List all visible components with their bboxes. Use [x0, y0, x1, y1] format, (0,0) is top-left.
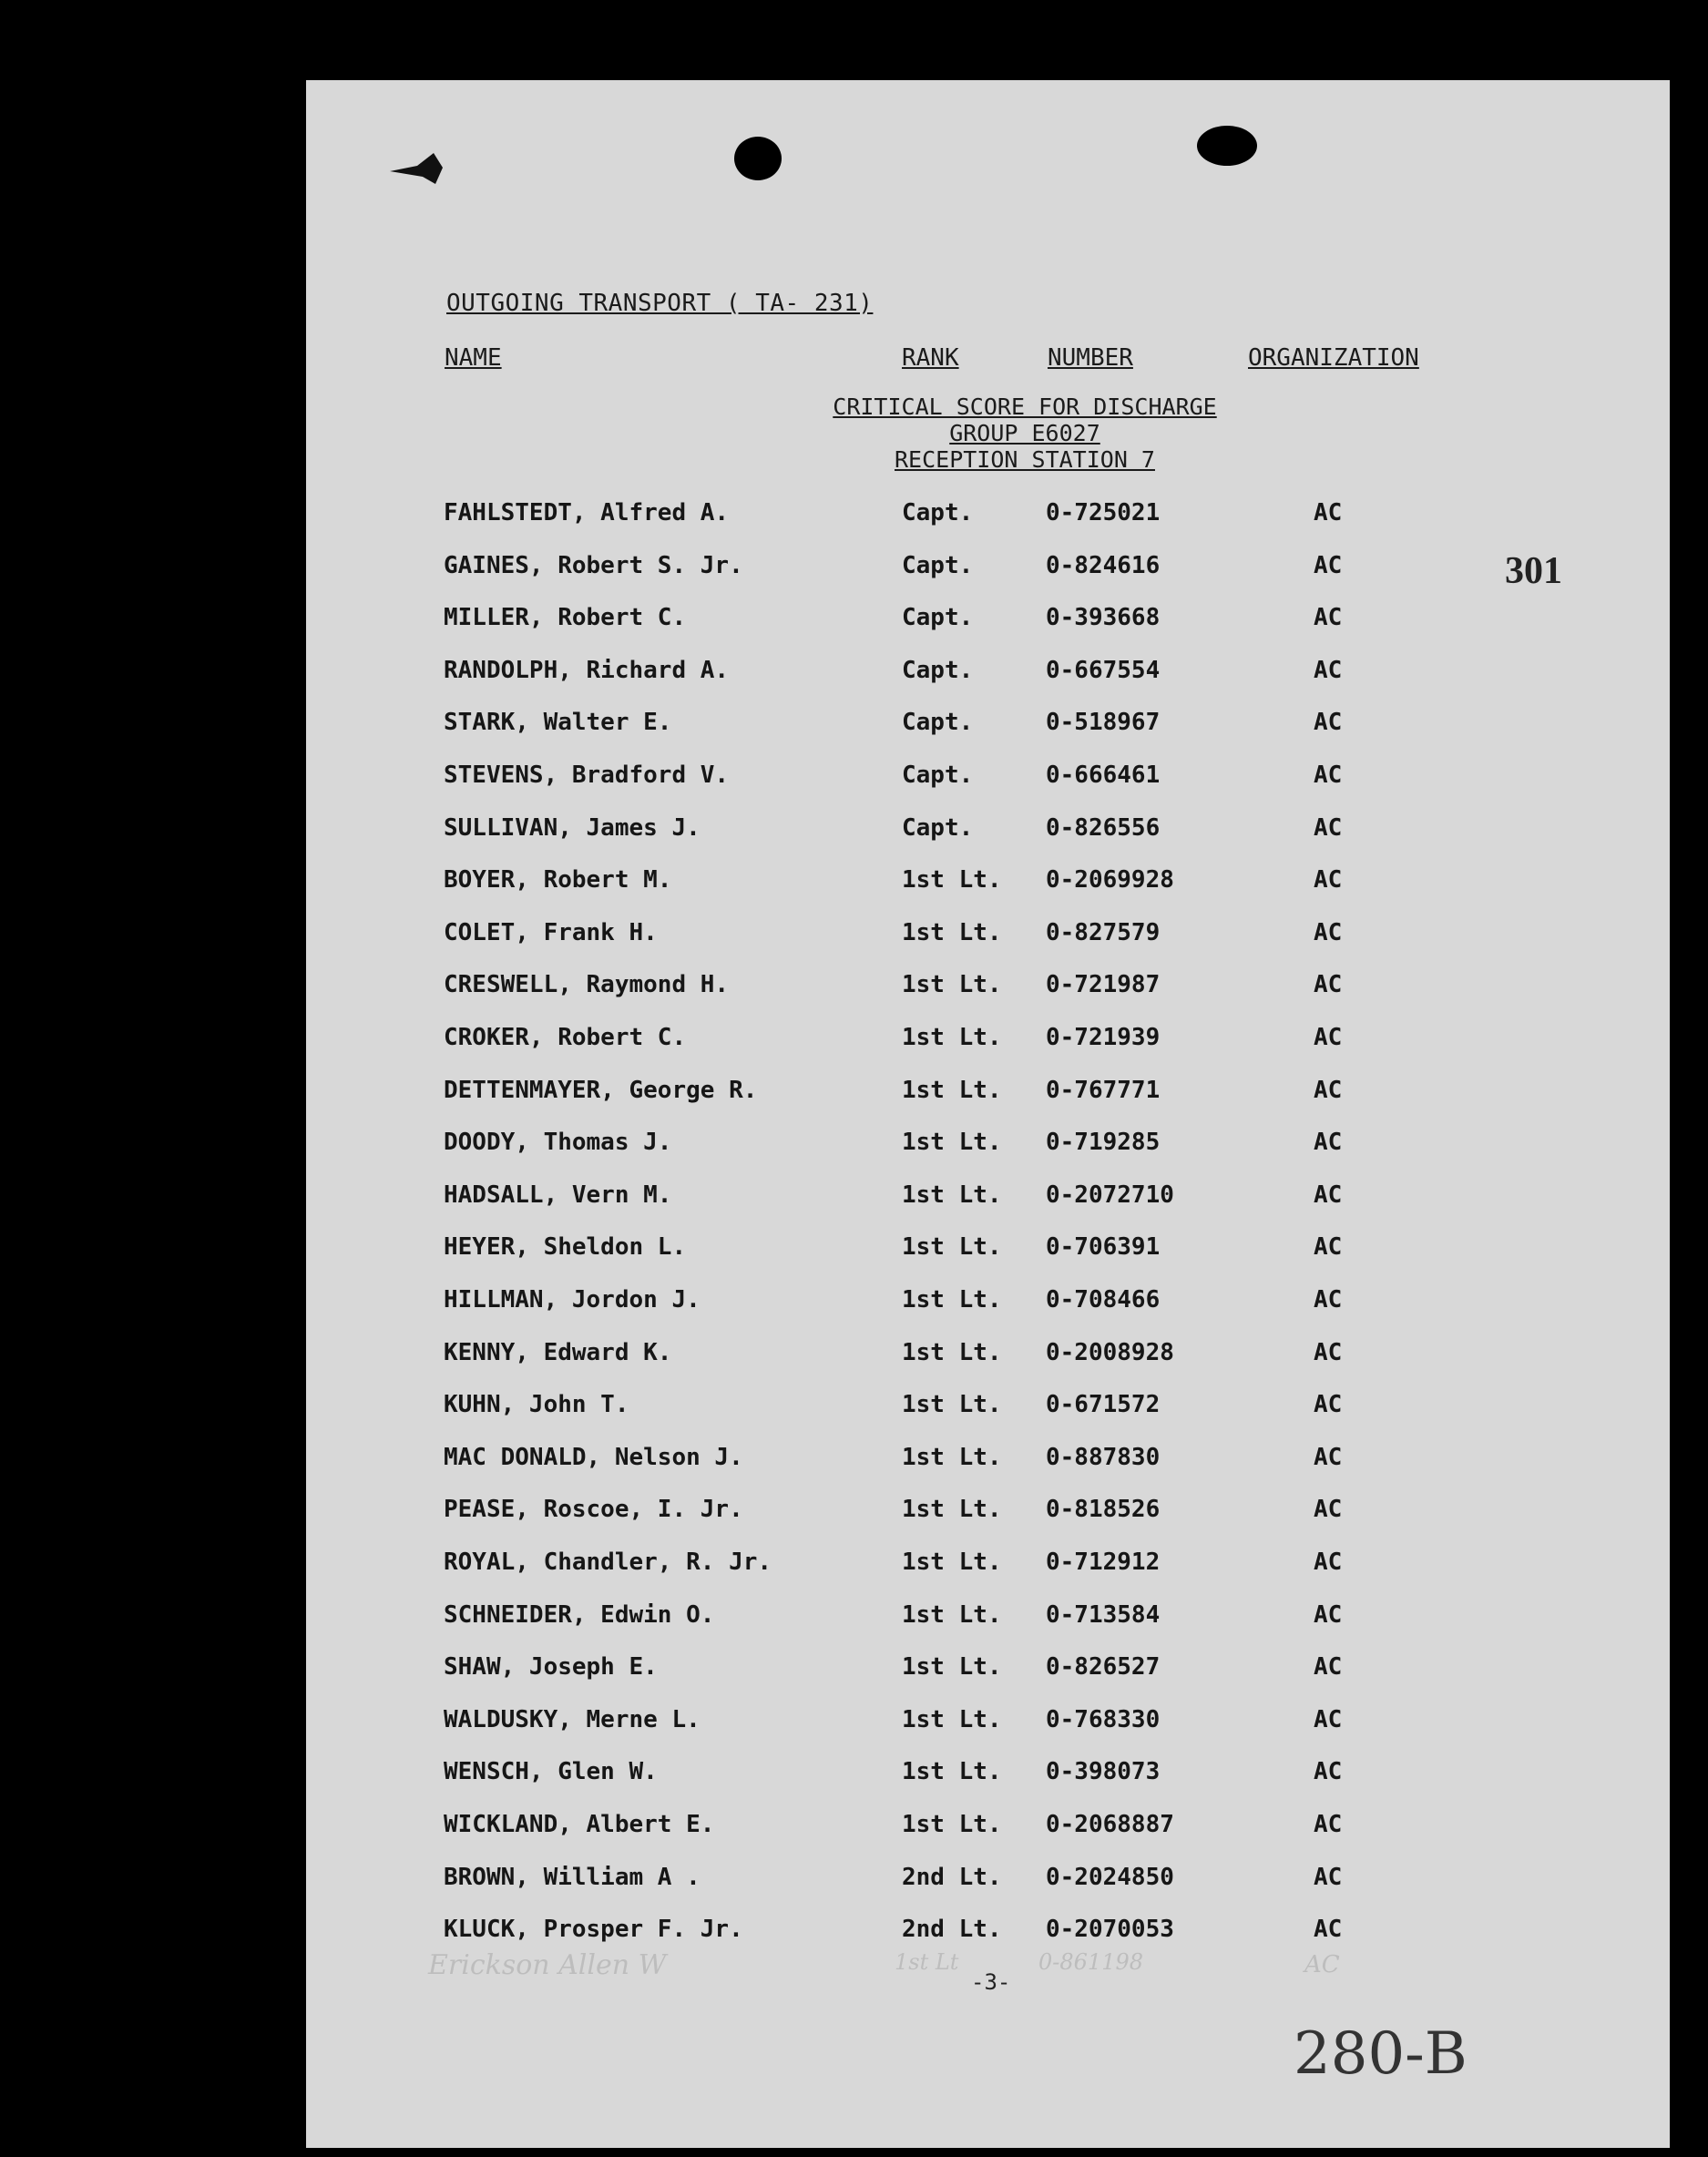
row-organization: AC — [1314, 1496, 1343, 1523]
row-rank: 1st Lt. — [902, 1024, 1002, 1051]
table-row — [0, 1653, 1708, 1690]
row-rank: Capt. — [902, 552, 974, 579]
row-organization: AC — [1314, 1286, 1343, 1314]
row-number: 0-721939 — [1046, 1024, 1161, 1051]
row-name: FAHLSTEDT, Alfred A. — [444, 499, 730, 526]
table-row — [0, 1233, 1708, 1270]
handwritten-name: Erickson Allen W — [428, 1949, 667, 1981]
table-row — [0, 1706, 1708, 1743]
row-rank: 1st Lt. — [902, 919, 1002, 946]
row-name: STARK, Walter E. — [444, 709, 672, 736]
row-number: 0-666461 — [1046, 762, 1161, 789]
row-number: 0-706391 — [1046, 1233, 1161, 1261]
row-name: SHAW, Joseph E. — [444, 1653, 658, 1681]
row-name: MILLER, Robert C. — [444, 604, 687, 631]
row-rank: 1st Lt. — [902, 1496, 1002, 1523]
row-rank: Capt. — [902, 709, 974, 736]
row-name: BOYER, Robert M. — [444, 866, 672, 894]
subheading-line-1: CRITICAL SCORE FOR DISCHARGE — [833, 394, 1217, 420]
row-rank: Capt. — [902, 604, 974, 631]
table-row — [0, 971, 1708, 1007]
table-row — [0, 709, 1708, 745]
row-organization: AC — [1314, 1758, 1343, 1785]
row-organization: AC — [1314, 1391, 1343, 1418]
row-organization: AC — [1314, 1024, 1343, 1051]
row-rank: Capt. — [902, 499, 974, 526]
table-row — [0, 499, 1708, 536]
row-organization: AC — [1314, 1653, 1343, 1681]
row-name: CRESWELL, Raymond H. — [444, 971, 730, 998]
header-rank: RANK — [902, 344, 959, 372]
row-organization: AC — [1314, 1601, 1343, 1629]
row-rank: Capt. — [902, 814, 974, 842]
row-number: 0-767771 — [1046, 1077, 1161, 1104]
ink-blot-icon — [390, 151, 455, 188]
stamp-number: 301 — [1505, 550, 1562, 592]
row-rank: 1st Lt. — [902, 1339, 1002, 1366]
row-name: SULLIVAN, James J. — [444, 814, 701, 842]
row-number: 0-518967 — [1046, 709, 1161, 736]
row-organization: AC — [1314, 1916, 1343, 1943]
row-number: 0-2070053 — [1046, 1916, 1174, 1943]
row-rank: 2nd Lt. — [902, 1916, 1002, 1943]
row-organization: AC — [1314, 971, 1343, 998]
row-organization: AC — [1314, 814, 1343, 842]
row-organization: AC — [1314, 1444, 1343, 1471]
table-row — [0, 1391, 1708, 1427]
row-name: WICKLAND, Albert E. — [444, 1811, 715, 1838]
row-organization: AC — [1314, 1077, 1343, 1104]
row-rank: 1st Lt. — [902, 1129, 1002, 1156]
subheading-line-3: RECEPTION STATION 7 — [895, 446, 1155, 473]
row-rank: 1st Lt. — [902, 1706, 1002, 1733]
row-number: 0-398073 — [1046, 1758, 1161, 1785]
page-number: -3- — [971, 1969, 1011, 1995]
table-row — [0, 1916, 1708, 1952]
row-number: 0-719285 — [1046, 1129, 1161, 1156]
row-name: BROWN, William A . — [444, 1864, 701, 1891]
table-row — [0, 866, 1708, 903]
row-number: 0-818526 — [1046, 1496, 1161, 1523]
row-rank: 1st Lt. — [902, 866, 1002, 894]
row-rank: 1st Lt. — [902, 1391, 1002, 1418]
row-rank: 1st Lt. — [902, 1549, 1002, 1576]
handwritten-number: 0-861198 — [1038, 1949, 1143, 1975]
table-row — [0, 1496, 1708, 1532]
table-row — [0, 762, 1708, 798]
table-row — [0, 1758, 1708, 1794]
row-rank: 1st Lt. — [902, 1181, 1002, 1209]
table-row — [0, 919, 1708, 956]
row-organization: AC — [1314, 1864, 1343, 1891]
row-organization: AC — [1314, 1811, 1343, 1838]
row-rank: Capt. — [902, 762, 974, 789]
row-name: HADSALL, Vern M. — [444, 1181, 672, 1209]
row-name: COLET, Frank H. — [444, 919, 658, 946]
row-number: 0-393668 — [1046, 604, 1161, 631]
row-organization: AC — [1314, 919, 1343, 946]
row-organization: AC — [1314, 604, 1343, 631]
row-number: 0-667554 — [1046, 657, 1161, 684]
row-rank: 1st Lt. — [902, 1444, 1002, 1471]
row-name: KUHN, John T. — [444, 1391, 629, 1418]
header-organization: ORGANIZATION — [1248, 344, 1419, 372]
table-row — [0, 1024, 1708, 1060]
row-number: 0-713584 — [1046, 1601, 1161, 1629]
row-rank: 1st Lt. — [902, 1653, 1002, 1681]
handwritten-org: AC — [1304, 1951, 1340, 1978]
handwritten-rank: 1st Lt — [895, 1949, 959, 1975]
row-rank: 2nd Lt. — [902, 1864, 1002, 1891]
row-number: 0-827579 — [1046, 919, 1161, 946]
subheading-line-2: GROUP E6027 — [949, 420, 1100, 446]
row-number: 0-2072710 — [1046, 1181, 1174, 1209]
table-row — [0, 814, 1708, 851]
row-name: HEYER, Sheldon L. — [444, 1233, 687, 1261]
table-row — [0, 552, 1708, 588]
row-organization: AC — [1314, 866, 1343, 894]
row-number: 0-768330 — [1046, 1706, 1161, 1733]
table-row — [0, 657, 1708, 693]
row-name: WALDUSKY, Merne L. — [444, 1706, 701, 1733]
row-rank: 1st Lt. — [902, 1233, 1002, 1261]
row-organization: AC — [1314, 709, 1343, 736]
row-name: GAINES, Robert S. Jr. — [444, 552, 743, 579]
row-organization: AC — [1314, 762, 1343, 789]
table-row — [0, 1864, 1708, 1900]
punch-hole-left — [734, 137, 782, 180]
row-rank: 1st Lt. — [902, 1758, 1002, 1785]
table-row — [0, 604, 1708, 640]
table-row — [0, 1339, 1708, 1375]
row-number: 0-712912 — [1046, 1549, 1161, 1576]
row-name: ROYAL, Chandler, R. Jr. — [444, 1549, 772, 1576]
row-number: 0-887830 — [1046, 1444, 1161, 1471]
header-name: NAME — [445, 344, 502, 372]
row-rank: 1st Lt. — [902, 1286, 1002, 1314]
row-rank: 1st Lt. — [902, 1601, 1002, 1629]
row-organization: AC — [1314, 1549, 1343, 1576]
subheading — [802, 394, 1248, 473]
row-organization: AC — [1314, 1129, 1343, 1156]
row-number: 0-2008928 — [1046, 1339, 1174, 1366]
row-number: 0-824616 — [1046, 552, 1161, 579]
handwritten-note: 280-B — [1294, 2020, 1468, 2088]
row-name: KENNY, Edward K. — [444, 1339, 672, 1366]
row-organization: AC — [1314, 1233, 1343, 1261]
row-organization: AC — [1314, 552, 1343, 579]
row-name: WENSCH, Glen W. — [444, 1758, 658, 1785]
row-rank: 1st Lt. — [902, 1077, 1002, 1104]
table-row — [0, 1811, 1708, 1847]
row-name: KLUCK, Prosper F. Jr. — [444, 1916, 743, 1943]
row-name: CROKER, Robert C. — [444, 1024, 687, 1051]
table-row — [0, 1549, 1708, 1585]
row-number: 0-2069928 — [1046, 866, 1174, 894]
table-row — [0, 1077, 1708, 1113]
row-number: 0-826527 — [1046, 1653, 1161, 1681]
punch-hole-right — [1197, 126, 1257, 166]
row-name: HILLMAN, Jordon J. — [444, 1286, 701, 1314]
row-organization: AC — [1314, 657, 1343, 684]
row-rank: 1st Lt. — [902, 1811, 1002, 1838]
row-number: 0-721987 — [1046, 971, 1161, 998]
row-name: DETTENMAYER, George R. — [444, 1077, 758, 1104]
row-rank: 1st Lt. — [902, 971, 1002, 998]
header-number: NUMBER — [1048, 344, 1133, 372]
document-title: OUTGOING TRANSPORT ( TA- 231) — [446, 290, 874, 317]
row-number: 0-826556 — [1046, 814, 1161, 842]
row-name: RANDOLPH, Richard A. — [444, 657, 730, 684]
row-number: 0-708466 — [1046, 1286, 1161, 1314]
row-name: SCHNEIDER, Edwin O. — [444, 1601, 715, 1629]
row-rank: Capt. — [902, 657, 974, 684]
table-row — [0, 1129, 1708, 1165]
row-number: 0-2024850 — [1046, 1864, 1174, 1891]
row-organization: AC — [1314, 499, 1343, 526]
row-number: 0-2068887 — [1046, 1811, 1174, 1838]
row-organization: AC — [1314, 1706, 1343, 1733]
table-row — [0, 1601, 1708, 1638]
table-row — [0, 1444, 1708, 1480]
row-organization: AC — [1314, 1181, 1343, 1209]
table-row — [0, 1181, 1708, 1218]
row-organization: AC — [1314, 1339, 1343, 1366]
table-row — [0, 1286, 1708, 1323]
row-name: DOODY, Thomas J. — [444, 1129, 672, 1156]
row-number: 0-725021 — [1046, 499, 1161, 526]
row-number: 0-671572 — [1046, 1391, 1161, 1418]
row-name: STEVENS, Bradford V. — [444, 762, 730, 789]
row-name: PEASE, Roscoe, I. Jr. — [444, 1496, 743, 1523]
row-name: MAC DONALD, Nelson J. — [444, 1444, 743, 1471]
